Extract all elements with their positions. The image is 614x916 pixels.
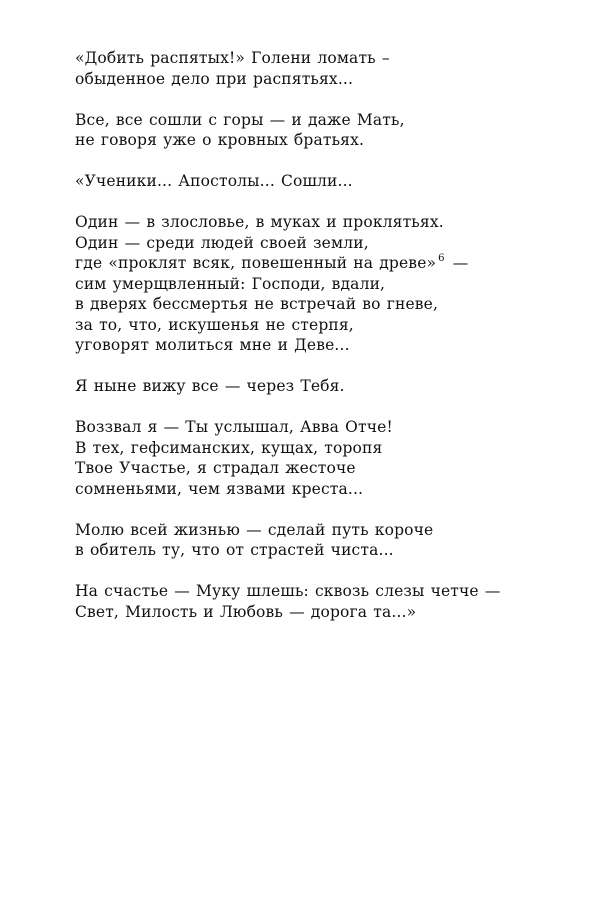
poem-line: сомненьями, чем язвами креста...	[75, 479, 364, 498]
poem-line: Свет, Милость и Любовь — дорога та...»	[75, 602, 417, 621]
poem-line: Все, все сошли с горы — и даже Мать,	[75, 110, 405, 129]
poem-line-text: —	[446, 254, 469, 272]
poem-line: в обитель ту, что от страстей чиста...	[75, 541, 394, 559]
poem-line: Я ныне вижу все — через Тебя.	[75, 377, 345, 395]
stanza-3	[75, 171, 595, 192]
poem-line: за то, что, искушенья не стерпя,	[75, 315, 354, 334]
poem-line: На счастье — Муку шлешь: сквозь слезы четче —	[75, 582, 501, 600]
poem-line: в дверях бессмертья не встречай во гневе,	[75, 295, 439, 313]
poem-line-text: где «проклят всяк, повешенный на древе»	[75, 254, 437, 272]
poem-line: «Ученики... Апостолы... Сошли...	[75, 172, 353, 190]
poem-line: Твое Участье, я страдал жесточе	[75, 459, 356, 477]
poem-line: сим умерщвленный: Господи, вдали,	[75, 274, 386, 293]
poem-line: Один — среди людей своей земли,	[75, 233, 369, 252]
poem-line-with-footnote	[75, 253, 595, 274]
stanza-7	[75, 520, 595, 561]
stanza-6	[75, 417, 595, 499]
poem-line: Один — в злословье, в муках и проклятьях.	[75, 213, 444, 231]
poem-text	[75, 48, 595, 643]
stanza-8	[75, 581, 595, 622]
footnote-marker[interactable]: 6	[438, 253, 445, 264]
poem-line: Молю всей жизнью — сделай путь короче	[75, 520, 434, 539]
stanza-1	[75, 48, 595, 89]
stanza-2	[75, 110, 595, 151]
poem-line: уговорят молиться мне и Деве...	[75, 336, 350, 354]
poem-line: не говоря уже о кровных братьях.	[75, 131, 365, 149]
poem-line: Воззвал я — Ты услышал, Авва Отче!	[75, 418, 393, 436]
stanza-5	[75, 376, 595, 397]
poem-line: обыденное дело при распятьях...	[75, 69, 354, 88]
poem-line: «Добить распятых!» Голени ломать –	[75, 49, 390, 67]
stanza-4	[75, 212, 595, 356]
poem-line: В тех, гефсиманских, кущах, торопя	[75, 438, 383, 457]
